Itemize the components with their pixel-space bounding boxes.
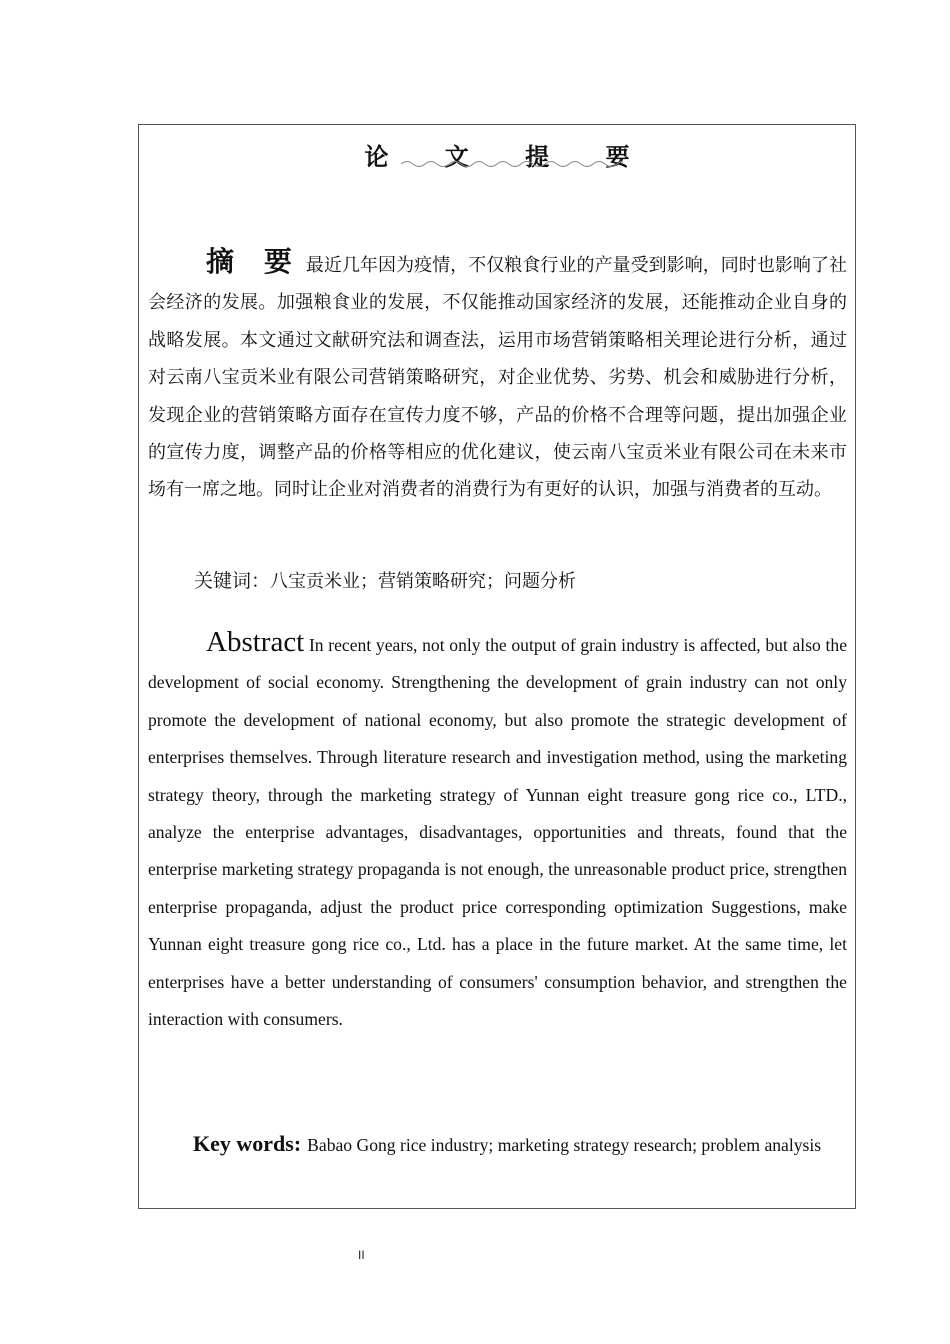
chinese-keywords [194,566,576,597]
page-number: II [358,1248,365,1262]
chinese-keywords-text: 八宝贡米业；营销策略研究；问题分析 [270,571,577,592]
english-abstract-body: In recent years, not only the output of grain industry is affected, but also the development of social economy. Strengthening the development of grain industry can not only promote the development of national economy, but also promote the strategic development of enterprises themselves. Through literature research and investigation method, using the marketing strategy theory, through the marketing strategy of Yunnan eight treasure gong rice co., LTD., analyze the enterprise advantages, disadvantages, opportunities and threats, found that the enterprise marketing strategy propaganda is not enough, the unreasonable product price, strengthen enterprise propaganda, adjust the product price corresponding optimization Suggestions, make Yunnan eight treasure gong rice co., Ltd. has a place in the future market. At the same time, let enterprises have a better understanding of consumers' consumption behavior, and strengthen the interaction with consumers. [148,635,848,1030]
english-keywords-text: Babao Gong rice industry; marketing strategy research; problem analysis [307,1135,822,1155]
english-abstract-heading: Abstract [206,626,305,658]
chinese-abstract-body: 最近几年因为疫情，不仅粮食行业的产量受到影响，同时也影响了社会经济的发展。加强粮食业的发展，不仅能推动国家经济的发展，还能推动企业自身的战略发展。本文通过文献研究法和调查法，运用市场营销策略相关理论进行分析，通过对云南八宝贡米业有限公司营销策略研究，对企业优势、劣势、机会和威胁进行分析，发现企业的营销策略方面存在宣传力度不够，产品的价格不合理等问题，提出加强企业的宣传力度，调整产品的价格等相应的优化建议，使云南八宝贡米业有限公司在未来市场有一席之地。同时让企业对消费者的消费行为有更好的认识，加强与消费者的互动。 [148,255,848,501]
chinese-keywords-label: 关键词： [194,570,271,592]
abstract-frame [138,124,856,1209]
english-abstract [148,624,847,1038]
chinese-abstract-heading: 摘 要 [206,245,302,278]
english-keywords-label: Key words: [193,1131,302,1156]
chinese-abstract [148,243,847,509]
page-title: 论 文 提 要 [364,142,654,171]
english-keywords [148,1119,847,1170]
title-wave-underline-icon [401,159,623,169]
